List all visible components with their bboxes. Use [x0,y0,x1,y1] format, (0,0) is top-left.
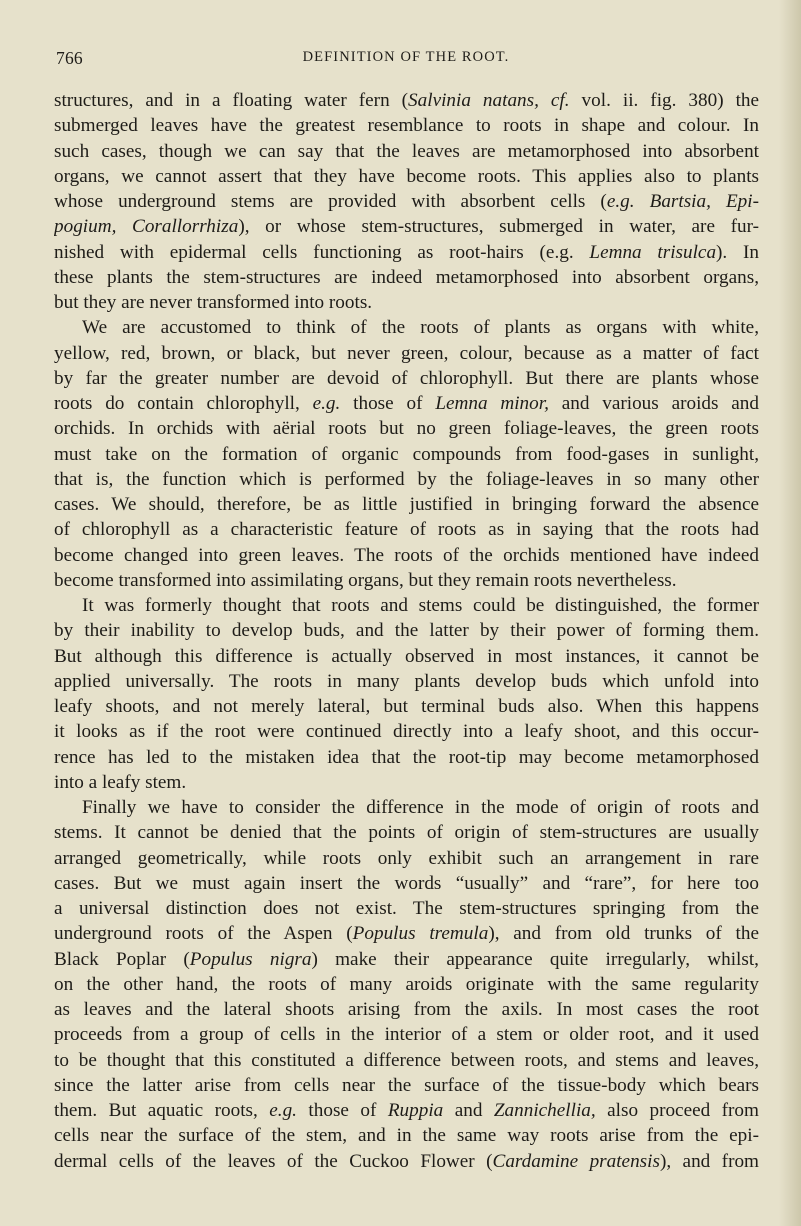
italic-run: Cardamine pratensis [492,1150,660,1172]
text-line [54,568,759,593]
text-run: on the other hand, the roots of many aroids originate with the same regularity [54,973,759,995]
text-run: leafy shoots, and not merely lateral, but terminal buds also. When this happens [54,696,759,717]
text-line [54,1022,759,1047]
text-run: and [443,1100,494,1121]
text-line [54,416,759,441]
text-run: rence has led to the mistaken idea that the root-tip may become metamorphosed [54,746,759,768]
text-line [54,921,759,946]
text-line [54,467,759,492]
paragraph [54,795,759,1174]
text-run: but they are never transformed into roots. [54,292,373,313]
text-line [54,265,759,290]
text-run: But although this difference is actually observed in most instances, it cannot be [54,645,759,667]
text-run: that is, the function which is performed by the foliage-leaves in so many other [54,468,759,490]
text-line [54,543,759,568]
text-run: Black Poplar ( [54,948,190,970]
italic-run: cf. [550,90,570,111]
text-run: roots do contain chlorophyll, [54,393,313,414]
text-run: a universal distinction does not exist. The stem-structures springing from the [54,898,759,919]
text-line [54,618,759,643]
text-line [54,871,759,896]
italic-run: pogium, Corallorrhiza [54,216,239,238]
text-line [54,820,759,845]
text-line [54,366,759,391]
text-run: these plants the stem-structures are indeed metamorphosed into absorbent organs, [54,266,759,288]
text-line [54,644,759,669]
italic-run: Populus tremula [352,923,489,945]
text-line [54,1149,759,1174]
text-line [54,896,759,921]
text-line [54,139,759,164]
text-run: cases. But we must again insert the words “usually” and “rare”, for here too [54,872,759,894]
text-line [54,391,759,416]
text-run: by far the greater number are devoid of chlorophyll. But there are plants whose [54,367,759,389]
text-run: nished with epidermal cells functioning as root-hairs (e.g. [54,241,590,263]
text-line [54,164,759,189]
text-run: It was formerly thought that roots and stems could be distinguished, the former [82,595,759,616]
text-run: by their inability to develop buds, and the latter by their power of forming them. [54,620,759,642]
running-head [56,48,756,70]
page-edge-shading [779,0,801,1226]
italic-run: Lemna trisulca [589,241,717,263]
text-run: as leaves and the lateral shoots arising from the axils. In most cases the root [54,999,759,1020]
text-run: ), or whose stem-structures, submerged in water, are fur- [238,216,759,238]
text-line [54,972,759,997]
text-line [54,517,759,542]
text-line [54,1048,759,1073]
text-run [539,90,551,111]
text-line [54,189,759,214]
text-line [54,669,759,694]
text-line [54,492,759,517]
text-run: ). In [716,241,759,263]
text-run: cells near the surface of the stem, and in the same way roots arise from the epi- [54,1125,759,1147]
text-line [54,694,759,719]
text-line [54,214,759,239]
italic-run: e.g. [269,1100,297,1121]
text-run: to be thought that this constituted a difference between roots, and stems and leaves, [54,1049,759,1071]
text-run: applied universally. The roots in many plants develop buds which unfold into [54,670,759,692]
text-run: cases. We should, therefore, be as little justified in bringing forward the absence [54,494,759,515]
text-line [54,770,759,795]
text-line [54,290,759,315]
italic-run: e.g. [312,393,341,414]
italic-run: e.g. Bartsia, Epi- [606,191,759,212]
text-line [54,719,759,744]
running-title: DEFINITION OF THE ROOT. [302,49,510,65]
text-run: We are accustomed to think of the roots of plants as organs with white, [82,317,759,339]
text-run: such cases, though we can say that the leaves are metamorphosed into absorbent [54,140,759,162]
text-run: those of [340,393,436,414]
text-run: underground roots of the Aspen ( [54,923,353,945]
italic-run: Salvinia natans, [408,90,539,111]
text-run: must take on the formation of organic compounds from food-gases in sunlight, [54,443,759,465]
text-line [54,846,759,871]
text-line [54,442,759,467]
text-line [54,113,759,138]
text-run: organs, we cannot assert that they have become roots. This applies also to plants [54,165,759,187]
italic-run: Populus nigra [189,948,312,970]
italic-run: Ruppia [387,1100,444,1121]
text-run: Finally we have to consider the difference in the mode of origin of roots and [82,797,759,818]
text-run: vol. ii. fig. 380) the [569,90,759,111]
text-run: yellow, red, brown, or black, but never green, colour, because as a matter of fact [54,342,759,364]
text-run: into a leafy stem. [54,771,187,793]
body-text [54,88,759,1174]
text-run: of chlorophyll as a characteristic feature of roots as in saying that the roots had [54,519,759,541]
paragraph [54,88,759,315]
text-run: dermal cells of the leaves of the Cuckoo Flower ( [54,1150,493,1172]
text-line [54,795,759,820]
text-run: ), and from old trunks of the [488,923,759,945]
text-run: arranged geometrically, while roots only exhibit such an arrangement in rare [54,847,759,869]
page-number: 766 [56,48,83,68]
text-run: proceeds from a group of cells in the interior of a stem or older root, and it used [54,1024,759,1046]
italic-run: Zannichellia, [493,1100,596,1121]
text-run: and various aroids and [548,393,759,414]
text-line [54,593,759,618]
text-line [54,88,759,113]
text-line [54,1123,759,1148]
text-run: ), and from [659,1150,759,1172]
text-line [54,1073,759,1098]
text-line [54,315,759,340]
text-run: since the latter arise from cells near the surface of the tissue-body which bears [54,1074,759,1096]
text-line [54,240,759,265]
text-run: become changed into green leaves. The roots of the orchids mentioned have indeed [54,544,759,566]
italic-run: Lemna minor, [435,393,549,414]
text-run: become transformed into assimilating organs, but they remain roots nevertheless. [54,569,677,591]
text-run: it looks as if the root were continued directly into a leafy shoot, and this occur- [54,721,759,743]
text-line [54,341,759,366]
paragraph [54,315,759,593]
text-line [54,997,759,1022]
text-run: submerged leaves have the greatest resemblance to roots in shape and colour. In [54,115,759,137]
text-line [54,745,759,770]
text-run: orchids. In orchids with aërial roots but no green foliage-leaves, the green roots [54,418,759,440]
paragraph [54,593,759,795]
text-line [54,947,759,972]
text-run: those of [296,1100,388,1121]
text-run: them. But aquatic roots, [54,1100,270,1121]
text-run: also proceed from [595,1100,759,1121]
text-run: ) make their appearance quite irregularly, whilst, [311,948,759,970]
text-line [54,1098,759,1123]
text-run: structures, and in a floating water fern ( [54,90,409,111]
text-run: whose underground stems are provided with absorbent cells ( [54,191,607,212]
text-run: stems. It cannot be denied that the points of origin of stem-structures are usually [54,822,759,844]
